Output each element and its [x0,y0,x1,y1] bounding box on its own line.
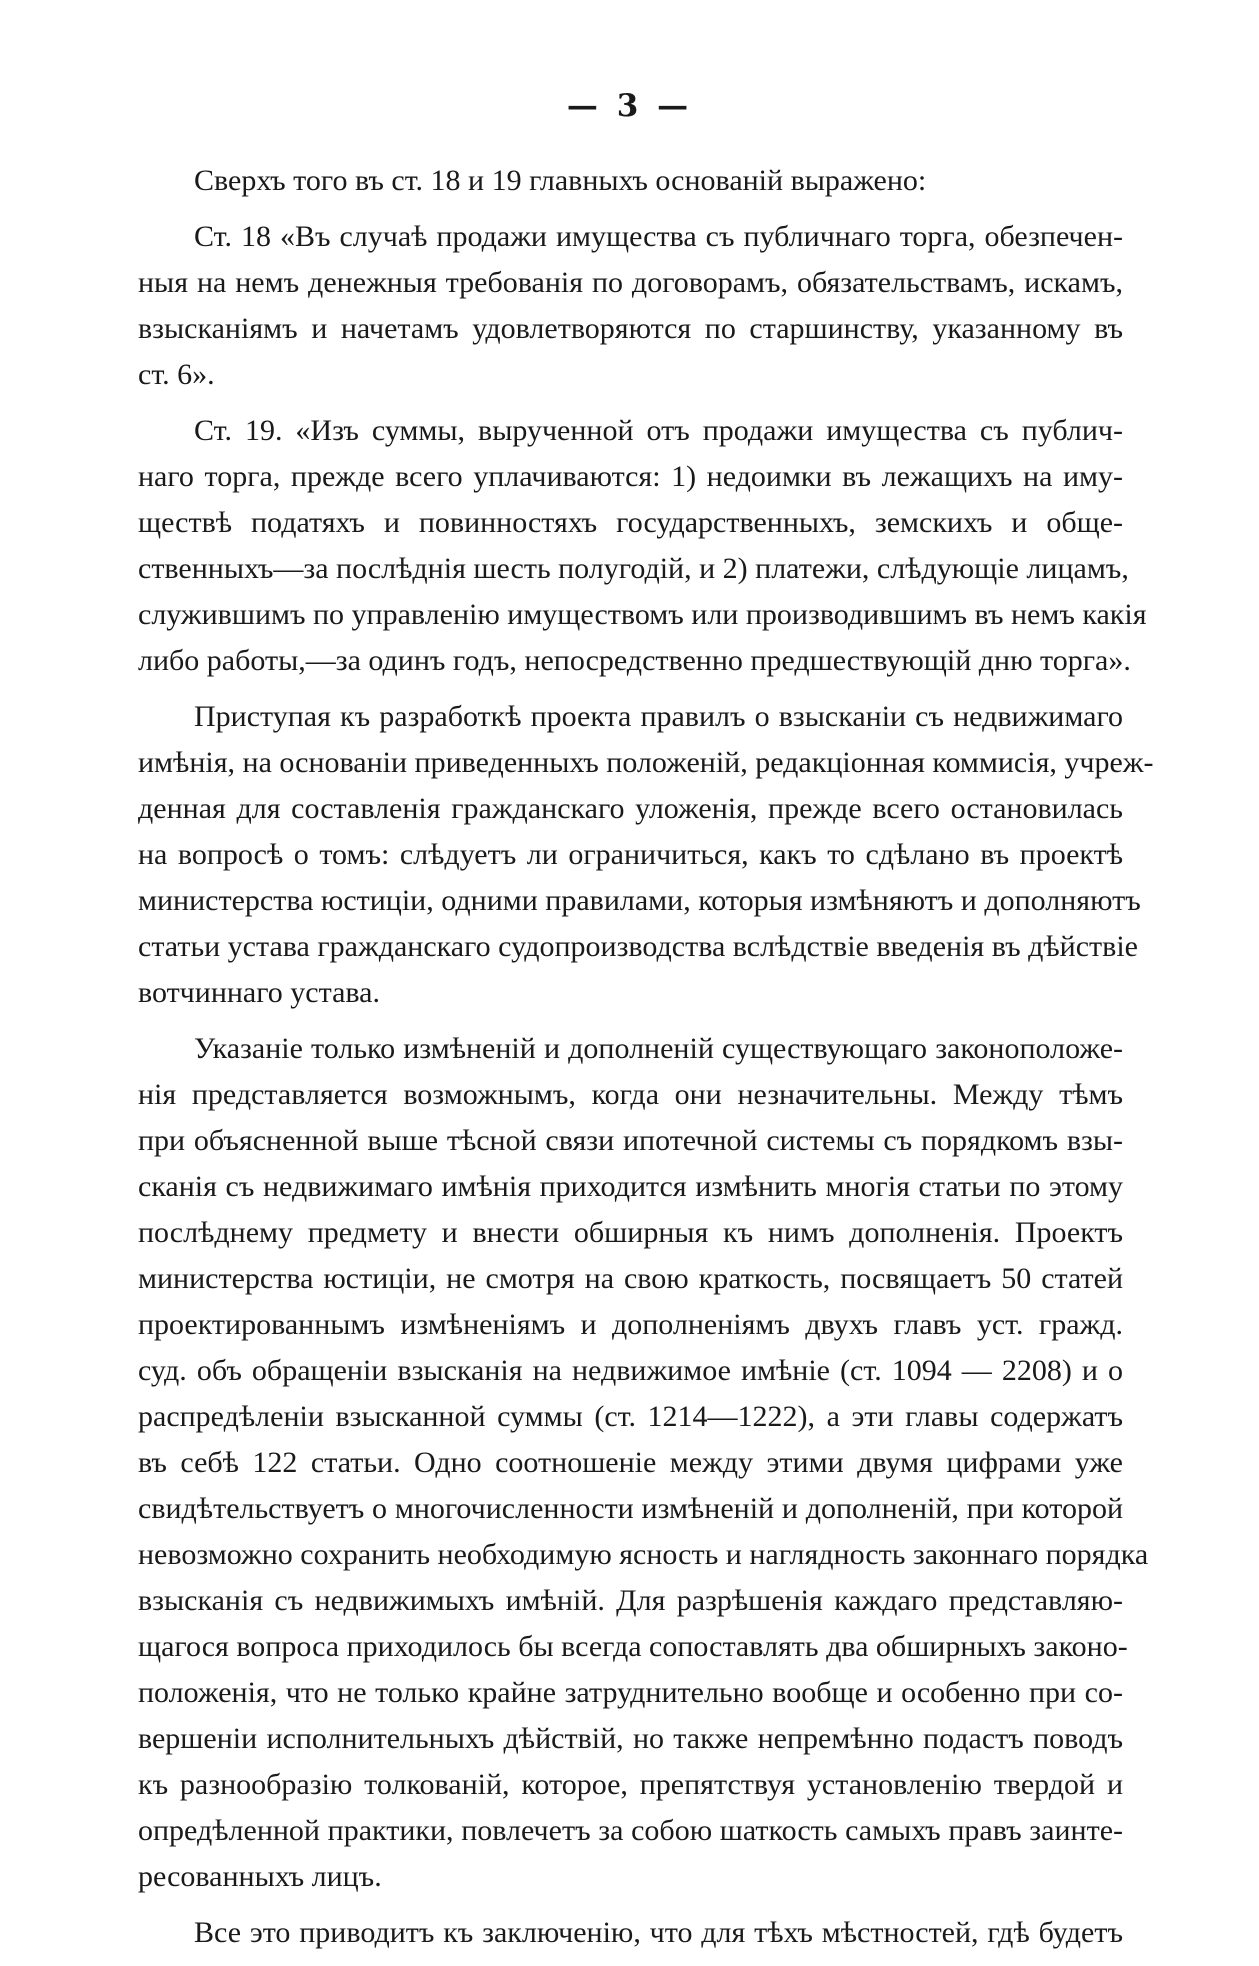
text-line: министерства юстиціи, не смотря на свою краткость, посвящаетъ 50 статей [138,1262,1123,1295]
text-line: взысканія съ недвижимыхъ имѣній. Для разрѣшенія каждаго представляю- [138,1584,1123,1617]
text-line: вотчиннаго устава. [138,976,380,1009]
text-line: ресованныхъ лицъ. [138,1860,382,1893]
paragraph [138,214,1123,398]
text-line: Указаніе только измѣненій и дополненій существующаго законоположе- [194,1032,1123,1065]
text-line: Ст. 18 «Въ случаѣ продажи имущества съ публичнаго торга, обезпечен- [194,220,1123,253]
text-line: взысканіямъ и начетамъ удовлетворяются по старшинству, указанному въ [138,312,1123,345]
text-line: имѣнія, на основаніи приведенныхъ положеній, редакціонная коммисія, учреж- [138,746,1154,779]
text-line: опредѣленной практики, повлечетъ за собою шаткость самыхъ правъ заинте- [138,1814,1123,1847]
paragraph [138,694,1154,1016]
page-number: — 3 — [566,88,693,124]
paragraph [138,408,1147,684]
text-line: суд. объ обращеніи взысканія на недвижимое имѣніе (ст. 1094 — 2208) и о [138,1354,1123,1387]
paragraph [138,1026,1149,1900]
text-line: Ст. 19. «Изъ суммы, вырученной отъ продажи имущества съ публич- [194,414,1123,447]
paragraph [138,158,1123,204]
paragraph [138,1910,1123,1956]
text-line: на вопросѣ о томъ: слѣдуетъ ли ограничиться, какъ то сдѣлано въ проектѣ [138,838,1123,871]
text-line: ществѣ податяхъ и повинностяхъ государственныхъ, земскихъ и обще- [138,506,1123,539]
text-line: статьи устава гражданскаго судопроизводства вслѣдствіе введенія въ дѣйствіе [138,930,1138,963]
text-line: ственныхъ—за послѣднія шесть полугодій, и 2) платежи, слѣдующіе лицамъ, [138,552,1129,585]
text-line: невозможно сохранить необходимую ясность и наглядность законнаго порядка [138,1538,1149,1571]
text-line: послѣднему предмету и внести обширныя къ нимъ дополненія. Проектъ [138,1216,1123,1249]
text-line: либо работы,—за одинъ годъ, непосредственно предшествующій дню торга». [138,644,1131,677]
text-line: сканія съ недвижимаго имѣнія приходится измѣнить многія статьи по этому [138,1170,1123,1203]
text-line: положенія, что не только крайне затруднительно вообще и особенно при со- [138,1676,1123,1709]
text-line: Сверхъ того въ ст. 18 и 19 главныхъ основаній выражено: [194,164,927,197]
text-line: служившимъ по управленію имуществомъ или производившимъ въ немъ какія [138,598,1147,631]
text-line: проектированнымъ измѣненіямъ и дополненіямъ двухъ главъ уст. гражд. [138,1308,1123,1341]
text-line: распредѣленіи взысканной суммы (ст. 1214—1222), а эти главы содержатъ [138,1400,1123,1433]
text-line: при объясненной выше тѣсной связи ипотечной системы съ порядкомъ взы- [138,1124,1123,1157]
text-line: Все это приводитъ къ заключенію, что для тѣхъ мѣстностей, гдѣ будетъ [194,1916,1123,1949]
text-line: въ себѣ 122 статьи. Одно соотношеніе между этими двумя цифрами уже [138,1446,1123,1479]
text-line: вершеніи исполнительныхъ дѣйствій, но также непремѣнно подастъ поводъ [138,1722,1123,1755]
text-line: ст. 6». [138,358,215,391]
body-text [138,158,1154,1966]
text-line: Приступая къ разработкѣ проекта правилъ о взысканіи съ недвижимаго [194,700,1123,733]
text-line: щагося вопроса приходилось бы всегда сопоставлять два обширныхъ законо- [138,1630,1128,1663]
text-line: къ разнообразію толкованій, которое, препятствуя установленію твердой и [138,1768,1123,1801]
text-line: министерства юстиціи, одними правилами, которыя измѣняютъ и дополняютъ [138,884,1141,917]
text-line: наго торга, прежде всего уплачиваются: 1) недоимки въ лежащихъ на иму- [138,460,1123,493]
text-line: денная для составленія гражданскаго уложенія, прежде всего остановилась [138,792,1123,825]
text-line: свидѣтельствуетъ о многочисленности измѣненій и дополненій, при которой [138,1492,1123,1525]
text-line: ныя на немъ денежныя требованія по договорамъ, обязательствамъ, искамъ, [138,266,1123,299]
text-line: нія представляется возможнымъ, когда они незначительны. Между тѣмъ [138,1078,1123,1111]
